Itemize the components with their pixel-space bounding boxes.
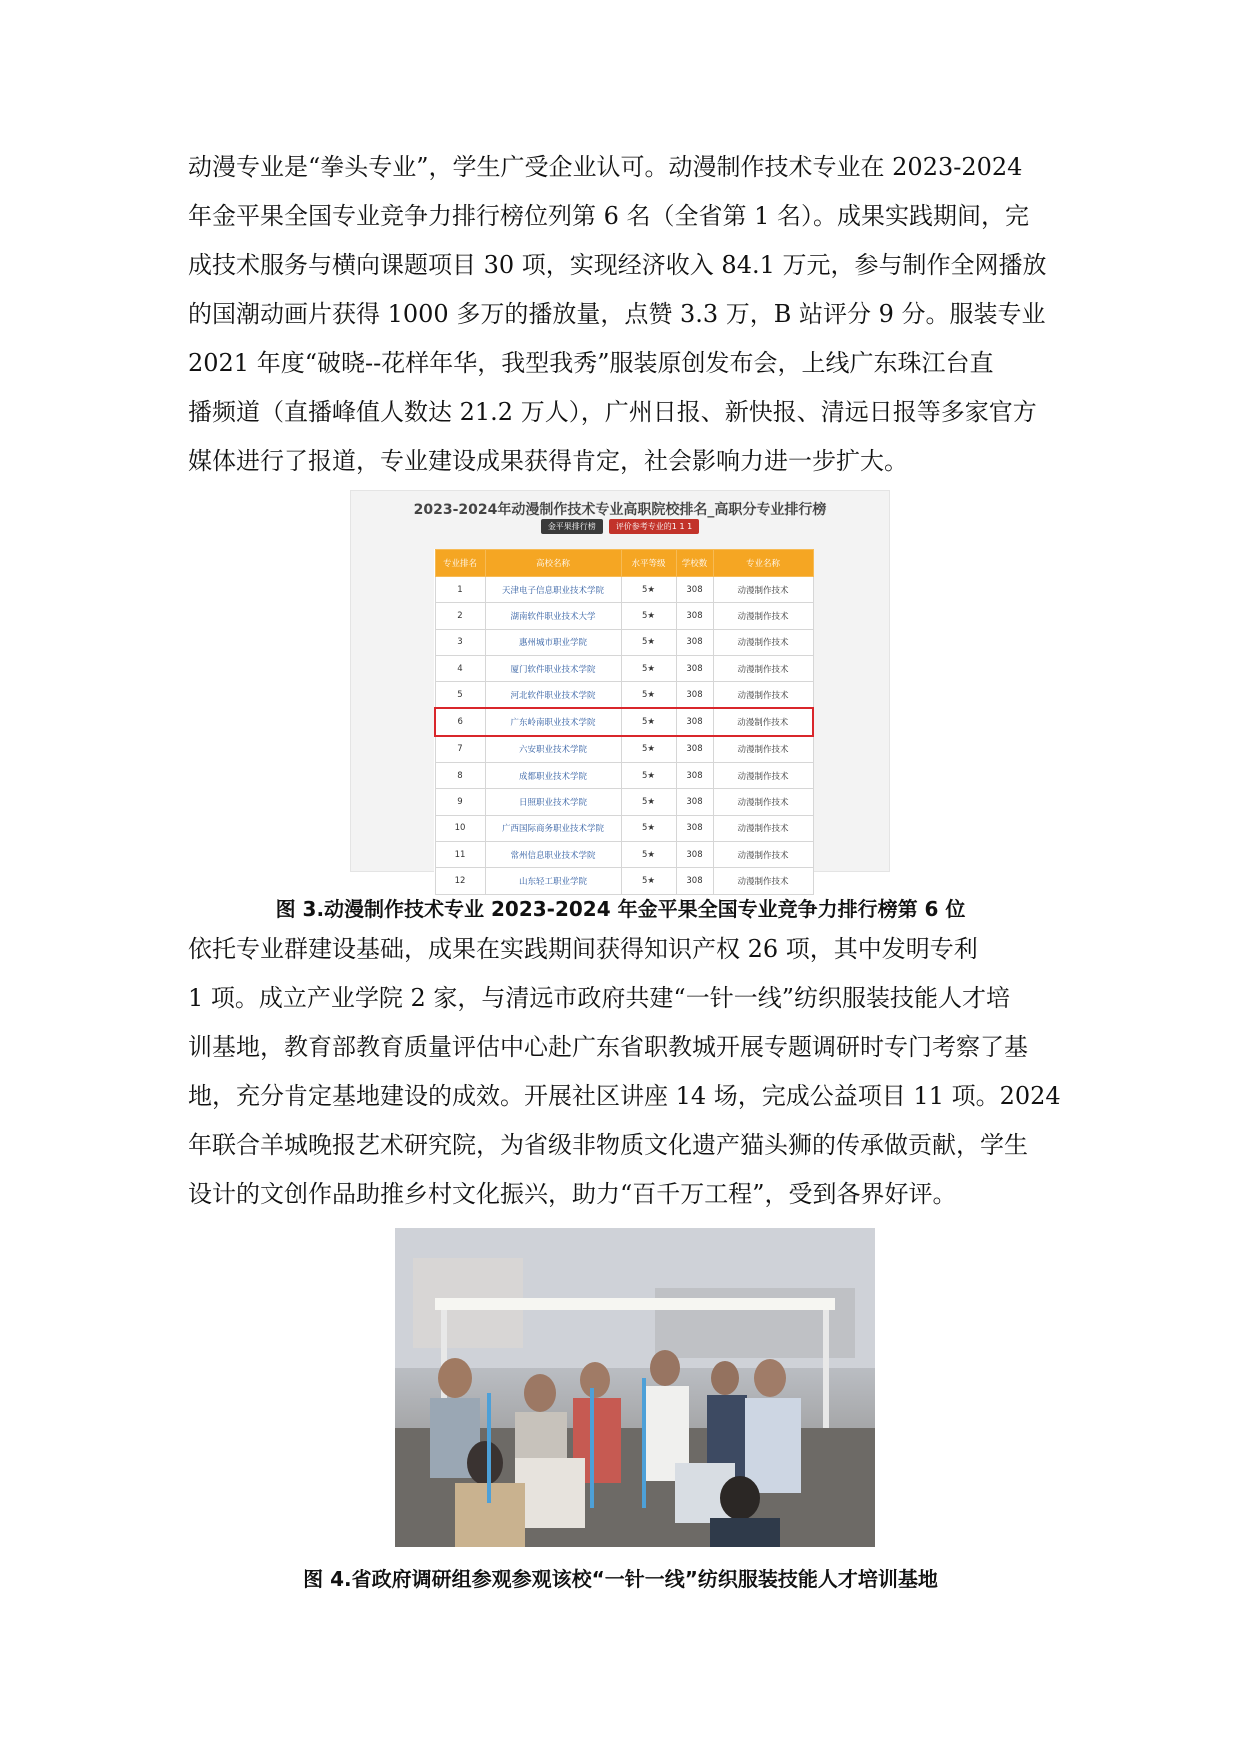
- text-line: 成技术服务与横向课题项目 30 项，实现经济收入 84.1 万元，参与制作全网播放: [188, 251, 1047, 279]
- cell-level: 5★: [621, 789, 676, 815]
- cell-major: 动漫制作技术: [713, 763, 813, 789]
- header-major: 专业名称: [713, 550, 813, 577]
- cell-level: 5★: [621, 841, 676, 867]
- table-row: [435, 736, 813, 763]
- header-school: 高校名称: [485, 550, 621, 577]
- cell-major: 动漫制作技术: [713, 736, 813, 763]
- table-row: [435, 763, 813, 789]
- cell-count: 308: [676, 603, 713, 629]
- text-line: 1 项。成立产业学院 2 家，与清远市政府共建“一针一线”纺织服装技能人才培: [188, 984, 1010, 1012]
- cell-count: 308: [676, 815, 713, 841]
- text-line: 年联合羊城晚报艺术研究院，为省级非物质文化遗产猫头狮的传承做贡献，学生: [188, 1131, 1028, 1159]
- table-row: [435, 815, 813, 841]
- cell-level: 5★: [621, 736, 676, 763]
- ranking-badge: 评价参考专业的1 1 1: [609, 519, 699, 534]
- cell-rank: 10: [435, 815, 485, 841]
- cell-rank: 6: [435, 708, 485, 735]
- cell-level: 5★: [621, 682, 676, 709]
- cell-major: 动漫制作技术: [713, 603, 813, 629]
- cell-school: 广东岭南职业技术学院: [485, 708, 621, 735]
- cell-count: 308: [676, 708, 713, 735]
- cell-level: 5★: [621, 763, 676, 789]
- cell-count: 308: [676, 577, 713, 603]
- cell-count: 308: [676, 789, 713, 815]
- cell-count: 308: [676, 736, 713, 763]
- table-row: [435, 789, 813, 815]
- header-count: 学校数: [676, 550, 713, 577]
- cell-rank: 12: [435, 868, 485, 894]
- photo-illustration: [395, 1228, 875, 1547]
- cell-count: 308: [676, 841, 713, 867]
- table-header-row: [435, 550, 813, 577]
- cell-rank: 7: [435, 736, 485, 763]
- cell-major: 动漫制作技术: [713, 815, 813, 841]
- text-line: 的国潮动画片获得 1000 多万的播放量，点赞 3.3 万，B 站评分 9 分。服装专业: [188, 300, 1046, 328]
- cell-school: 河北软件职业技术学院: [485, 682, 621, 709]
- ranking-figure-title: 2023-2024年动漫制作技术专业高职院校排名_高职分专业排行榜: [413, 502, 827, 518]
- cell-level: 5★: [621, 603, 676, 629]
- ranking-badges: [351, 519, 889, 534]
- cell-count: 308: [676, 868, 713, 894]
- text-line: 依托专业群建设基础，成果在实践期间获得知识产权 26 项，其中发明专利: [188, 935, 978, 963]
- cell-level: 5★: [621, 577, 676, 603]
- cell-rank: 5: [435, 682, 485, 709]
- cell-school: 常州信息职业技术学院: [485, 841, 621, 867]
- figure3-caption: 图 3.动漫制作技术专业 2023-2024 年金平果全国专业竞争力排行榜第 6 位: [275, 897, 966, 921]
- text-line: 地，充分肯定基地建设的成效。开展社区讲座 14 场，完成公益项目 11 项。2024: [188, 1082, 1061, 1110]
- cell-count: 308: [676, 763, 713, 789]
- table-row: [435, 629, 813, 655]
- cell-rank: 3: [435, 629, 485, 655]
- ranking-badge: 金平果排行榜: [541, 519, 603, 534]
- cell-count: 308: [676, 682, 713, 709]
- table-row: [435, 655, 813, 681]
- header-rank: 专业排名: [435, 550, 485, 577]
- cell-level: 5★: [621, 868, 676, 894]
- cell-level: 5★: [621, 815, 676, 841]
- text-line: 2021 年度“破晓--花样年华，我型我秀”服装原创发布会，上线广东珠江台直: [188, 349, 994, 377]
- cell-count: 308: [676, 629, 713, 655]
- cell-school: 成都职业技术学院: [485, 763, 621, 789]
- text-line: 训基地，教育部教育质量评估中心赴广东省职教城开展专题调研时专门考察了基: [188, 1033, 1028, 1061]
- table-row: [435, 841, 813, 867]
- cell-school: 广西国际商务职业技术学院: [485, 815, 621, 841]
- table-row: [435, 868, 813, 894]
- cell-rank: 8: [435, 763, 485, 789]
- figure4-caption: 图 4.省政府调研组参观参观该校“一针一线”纺织服装技能人才培训基地: [303, 1567, 938, 1591]
- cell-school: 湖南软件职业技术大学: [485, 603, 621, 629]
- cell-major: 动漫制作技术: [713, 629, 813, 655]
- cell-rank: 1: [435, 577, 485, 603]
- cell-level: 5★: [621, 655, 676, 681]
- cell-school: 六安职业技术学院: [485, 736, 621, 763]
- cell-major: 动漫制作技术: [713, 868, 813, 894]
- cell-rank: 4: [435, 655, 485, 681]
- text-line: 媒体进行了报道，专业建设成果获得肯定，社会影响力进一步扩大。: [188, 447, 908, 475]
- text-line: 年金平果全国专业竞争力排行榜位列第 6 名（全省第 1 名）。成果实践期间，完: [188, 202, 1030, 230]
- cell-major: 动漫制作技术: [713, 577, 813, 603]
- cell-level: 5★: [621, 629, 676, 655]
- text-line: 设计的文创作品助推乡村文化振兴，助力“百千万工程”，受到各界好评。: [188, 1180, 957, 1208]
- cell-school: 惠州城市职业学院: [485, 629, 621, 655]
- cell-major: 动漫制作技术: [713, 841, 813, 867]
- cell-school: 日照职业技术学院: [485, 789, 621, 815]
- ranking-table: [434, 549, 814, 895]
- cell-school: 山东轻工职业学院: [485, 868, 621, 894]
- table-row: [435, 708, 813, 735]
- table-row: [435, 682, 813, 709]
- text-line: 播频道（直播峰值人数达 21.2 万人），广州日报、新快报、清远日报等多家官方: [188, 398, 1037, 426]
- cell-rank: 11: [435, 841, 485, 867]
- cell-count: 308: [676, 655, 713, 681]
- cell-major: 动漫制作技术: [713, 708, 813, 735]
- header-level: 水平等级: [621, 550, 676, 577]
- site-visit-photo: [395, 1228, 875, 1547]
- cell-major: 动漫制作技术: [713, 682, 813, 709]
- paragraph-ip-base: [188, 925, 1061, 1219]
- table-row: [435, 577, 813, 603]
- cell-major: 动漫制作技术: [713, 655, 813, 681]
- cell-level: 5★: [621, 708, 676, 735]
- paragraph-achievements: [188, 143, 1053, 486]
- ranking-figure: [350, 490, 890, 887]
- text-line: 动漫专业是“拳头专业”，学生广受企业认可。动漫制作技术专业在 2023-2024: [188, 153, 1023, 181]
- cell-rank: 2: [435, 603, 485, 629]
- cell-school: 厦门软件职业技术学院: [485, 655, 621, 681]
- cell-rank: 9: [435, 789, 485, 815]
- cell-school: 天津电子信息职业技术学院: [485, 577, 621, 603]
- table-row: [435, 603, 813, 629]
- cell-major: 动漫制作技术: [713, 789, 813, 815]
